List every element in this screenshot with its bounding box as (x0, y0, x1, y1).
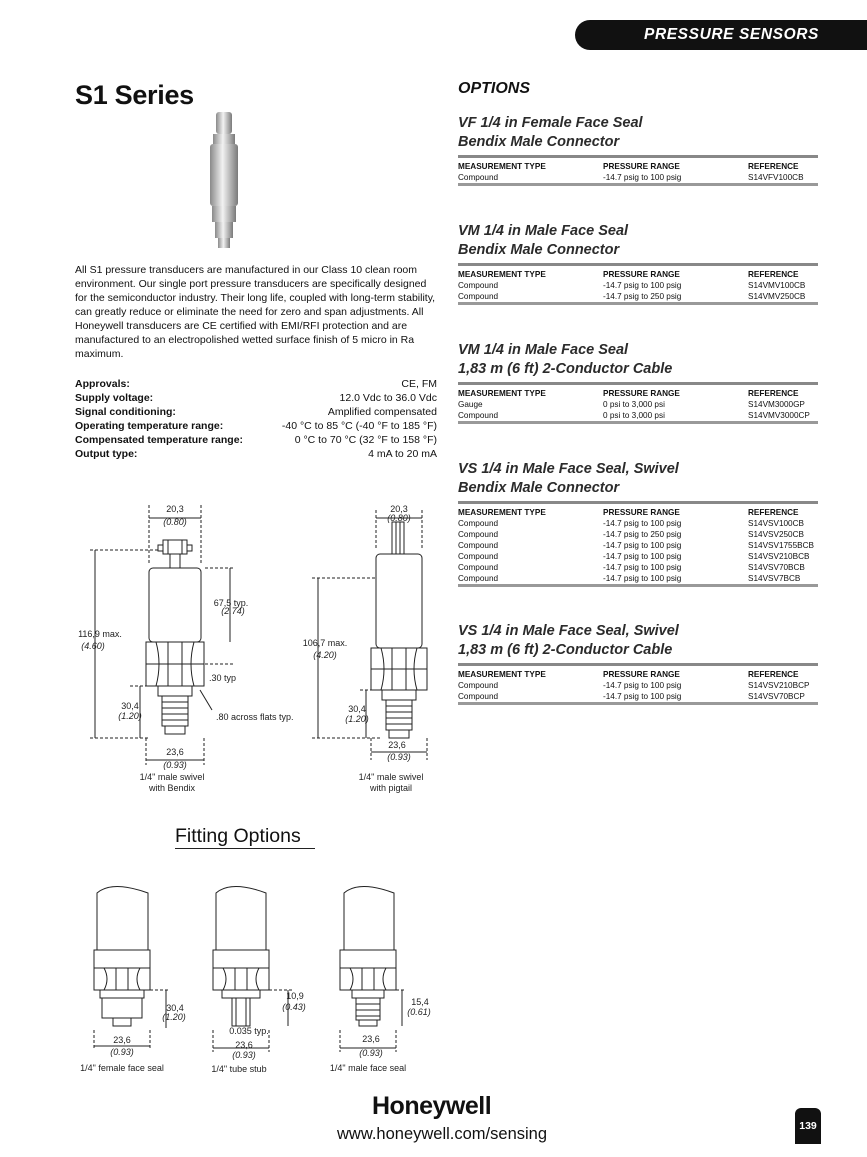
svg-text:(1.20): (1.20) (345, 714, 369, 724)
table-row: Compound -14.7 psig to 250 psig S14VMV250CB (458, 292, 806, 301)
svg-text:(4.20): (4.20) (313, 650, 337, 660)
option-table: MEASUREMENT TYPE PRESSURE RANGE REFERENCE Compound -14.7 psig to 100 psig S14VSV210BCP Compound -14.7 psig to 100 psig S14VSV70BCP (458, 663, 818, 705)
svg-text:1/4" male face seal: 1/4" male face seal (329, 1063, 407, 1073)
section-tab (575, 20, 867, 50)
option-subtitle: 1,83 m (6 ft) 2-Conductor Cable (458, 642, 673, 658)
table-row: Gauge 0 psi to 3,000 psi S14VM3000GP (458, 400, 805, 409)
option-block (458, 114, 818, 186)
svg-text:23,6: 23,6 (166, 747, 184, 757)
option-subtitle: Bendix Male Connector (458, 480, 620, 496)
svg-text:23,6: 23,6 (388, 740, 406, 750)
option-table: MEASUREMENT TYPE PRESSURE RANGE REFERENCE Compound -14.7 psig to 100 psig S14VSV100CB Compound -14.7 psig to 250 psig S14VSV250CB Compound -14.7 psig to 100 psig S14VSV1755BCB Compound -14.7 psig to 100 psig S14VSV210BCB Compound -14.7 psig to 100 psig S14VSV70BCB Compound -14.7 psig to 100 psig S14VSV7BCB (458, 501, 818, 587)
option-title: VS 1/4 in Male Face Seal, Swivel (458, 623, 679, 639)
svg-text:106,7 max.: 106,7 max. (302, 638, 348, 648)
table-row: Compound -14.7 psig to 100 psig S14VSV1755BCB (458, 541, 814, 550)
svg-text:with pigtail: with pigtail (369, 783, 413, 793)
option-block (458, 341, 818, 424)
option-title: VF 1/4 in Female Face Seal (458, 115, 643, 131)
svg-text:(1.20): (1.20) (162, 1012, 186, 1022)
svg-text:(0.93): (0.93) (110, 1047, 134, 1057)
svg-text:(0.93): (0.93) (163, 760, 187, 770)
table-row: Compound -14.7 psig to 100 psig S14VMV100CB (458, 281, 806, 290)
option-block (458, 460, 818, 587)
intro-text: All S1 pressure transducers are manufactured in our Class 10 clean room environment. Our single port pressure transducers are specifically designed for the semiconductor industry. Their long life, coupled with long-term stability, can greatly reduce or eliminate the need for zero and span adjustments. All Honeywell transducers are CE certified with EMI/RFI protection and are manufactured to an electropolished wetted surface finish of 5 micro in Ra maximum. (75, 264, 436, 360)
page-title: S1 Series (75, 80, 194, 110)
option-block (458, 222, 818, 305)
table-row: Compound -14.7 psig to 250 psig S14VSV250CB (458, 530, 804, 539)
fitting-drawings (70, 880, 470, 1080)
svg-text:(0.61): (0.61) (407, 1007, 431, 1017)
svg-text:15,4: 15,4 (411, 997, 429, 1007)
svg-text:1/4" tube stub: 1/4" tube stub (211, 1064, 267, 1074)
option-table: MEASUREMENT TYPE PRESSURE RANGE REFERENCE Gauge 0 psi to 3,000 psi S14VM3000GP Compound 0 psi to 3,000 psi S14VMV3000CP (458, 382, 818, 424)
table-row: Compound -14.7 psig to 100 psig S14VSV70BCB (458, 563, 805, 572)
honeywell-logo: Honeywell (372, 1092, 492, 1120)
svg-text:67,5 typ.: 67,5 typ. (213, 598, 249, 608)
dimension-drawings (60, 495, 440, 805)
table-row: Compound 0 psi to 3,000 psi S14VMV3000CP (458, 411, 810, 420)
option-title: VM 1/4 in Male Face Seal (458, 223, 629, 239)
svg-text:(0.43): (0.43) (282, 1002, 306, 1012)
svg-text:10,9: 10,9 (286, 991, 304, 1001)
table-row: Compound -14.7 psig to 100 psig S14VSV7BCB (458, 574, 801, 583)
svg-text:(1.20): (1.20) (118, 711, 142, 721)
option-table: MEASUREMENT TYPE PRESSURE RANGE REFERENCE Compound -14.7 psig to 100 psig S14VFV100CB (458, 155, 818, 186)
product-photo (198, 110, 254, 252)
spec-row: Approvals: CE, FM (75, 378, 437, 390)
spec-row: Compensated temperature range: 0 °C to 70 °C (32 °F to 158 °F) (75, 434, 437, 446)
svg-text:20,3: 20,3 (166, 504, 184, 514)
svg-text:1/4" female face seal: 1/4" female face seal (80, 1063, 164, 1073)
svg-text:1/4" male swivel: 1/4" male swivel (139, 772, 205, 782)
svg-text:.30 typ: .30 typ (209, 673, 237, 683)
svg-text:23,6: 23,6 (113, 1035, 131, 1045)
spec-row: Signal conditioning: Amplified compensated (75, 406, 437, 418)
svg-text:116,9 max.: 116,9 max. (78, 629, 122, 639)
svg-text:30,4: 30,4 (121, 701, 139, 711)
option-table: MEASUREMENT TYPE PRESSURE RANGE REFERENCE Compound -14.7 psig to 100 psig S14VMV100CB Compound -14.7 psig to 250 psig S14VMV250CB (458, 263, 818, 305)
svg-text:30,4: 30,4 (166, 1003, 184, 1013)
option-block (458, 622, 818, 705)
fitting-male-face-seal (340, 887, 406, 1053)
section-title: PRESSURE SENSORS (644, 26, 819, 43)
option-subtitle: 1,83 m (6 ft) 2-Conductor Cable (458, 361, 673, 377)
option-title: VM 1/4 in Male Face Seal (458, 342, 629, 358)
page-number: 139 (795, 1108, 821, 1144)
spec-row: Output type: 4 mA to 20 mA (75, 448, 437, 460)
spec-row: Supply voltage: 12.0 Vdc to 36.0 Vdc (75, 392, 437, 404)
svg-text:30,4: 30,4 (348, 704, 366, 714)
fitting-female-face-seal (94, 887, 170, 1051)
svg-text:(0.93): (0.93) (232, 1050, 256, 1060)
svg-text:20,3: 20,3 (390, 504, 408, 514)
table-row: Compound -14.7 psig to 100 psig S14VSV70BCP (458, 692, 805, 701)
option-subtitle: Bendix Male Connector (458, 134, 620, 150)
svg-text:(2.74): (2.74) (221, 606, 245, 616)
options-heading: OPTIONS (458, 80, 531, 97)
option-subtitle: Bendix Male Connector (458, 242, 620, 258)
svg-text:(0.93): (0.93) (387, 752, 411, 762)
svg-text:(0.93): (0.93) (359, 1048, 383, 1058)
table-row: Compound -14.7 psig to 100 psig S14VSV100CB (458, 519, 804, 528)
svg-text:(0.80): (0.80) (163, 517, 187, 527)
option-title: VS 1/4 in Male Face Seal, Swivel (458, 461, 679, 477)
drawing-pigtail (312, 510, 427, 760)
footer-url[interactable]: www.honeywell.com/sensing (337, 1125, 548, 1143)
svg-text:23,6: 23,6 (235, 1040, 253, 1050)
svg-text:(4.60): (4.60) (81, 641, 105, 651)
svg-text:0.035 typ.: 0.035 typ. (229, 1026, 269, 1036)
svg-text:23,6: 23,6 (362, 1034, 380, 1044)
svg-text:.80 across flats typ.: .80 across flats typ. (216, 712, 294, 722)
table-row: Compound -14.7 psig to 100 psig S14VSV210BCP (458, 681, 810, 690)
spec-row: Operating temperature range: -40 °C to 85 °C (-40 °F to 185 °F) (75, 420, 437, 432)
specifications (75, 377, 437, 461)
svg-text:1/4" male swivel: 1/4" male swivel (358, 772, 424, 782)
fitting-options-heading: Fitting Options (175, 825, 315, 849)
svg-text:(0.80): (0.80) (387, 513, 411, 523)
svg-text:with Bendix: with Bendix (148, 783, 196, 793)
table-row: Compound -14.7 psig to 100 psig S14VSV210BCB (458, 552, 810, 561)
table-row: Compound -14.7 psig to 100 psig S14VFV100CB (458, 173, 804, 182)
